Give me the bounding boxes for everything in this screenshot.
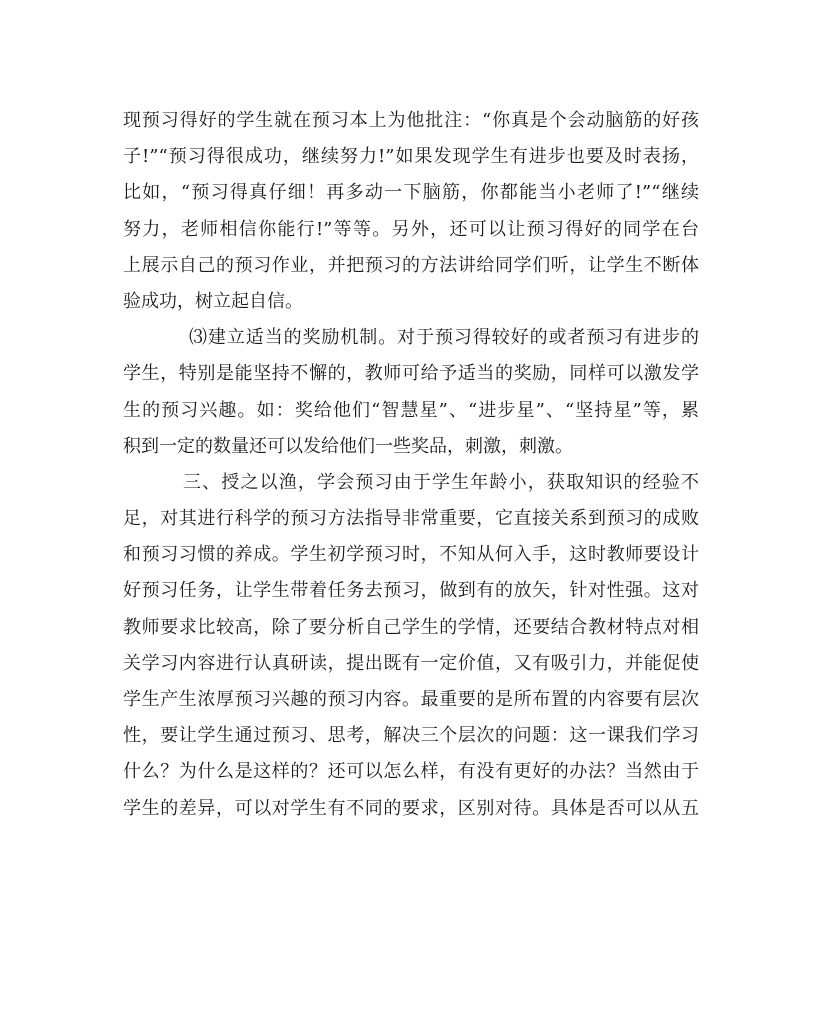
text-line: 和预习习惯的养成。学生初学预习时，不知从何入手，这时教师要设计 bbox=[123, 544, 699, 566]
text-line: 学生产生浓厚预习兴趣的预习内容。最重要的是所布置的内容要有层次 bbox=[123, 689, 699, 710]
text-line: 好预习任务，让学生带着任务去预习，做到有的放矢，针对性强。这对 bbox=[123, 580, 699, 602]
text-line: 上展示自己的预习作业，并把预习的方法讲给同学们听，让学生不断体 bbox=[123, 254, 699, 276]
text-line: 积到一定的数量还可以发给他们一些奖品，刺激，刺激。 bbox=[123, 435, 573, 457]
text-line: 比如，“预习得真仔细！再多动一下脑筋，你都能当小老师了!”“继续 bbox=[123, 182, 699, 204]
text-line: 现预习得好的学生就在预习本上为他批注：“你真是个会动脑筋的好孩 bbox=[123, 110, 699, 131]
text-line: 验成功，树立起自信。 bbox=[123, 290, 303, 312]
text-line: 努力，老师相信你能行!”等等。另外，还可以让预习得好的同学在台 bbox=[123, 218, 699, 240]
text-line: 关学习内容进行认真研读，提出既有一定价值，又有吸引力，并能促使 bbox=[123, 652, 699, 674]
paragraph-praise-feedback bbox=[123, 103, 699, 320]
text-line: 学生的差异，可以对学生有不同的要求，区别对待。具体是否可以从五 bbox=[123, 797, 699, 819]
document-body bbox=[123, 103, 699, 827]
text-line: 学生，特别是能坚持不懈的，教师可给予适当的奖励，同样可以激发学 bbox=[123, 363, 699, 385]
text-line: ⑶建立适当的奖励机制。对于预习得较好的或者预习有进步的 bbox=[189, 327, 699, 349]
text-line: 足，对其进行科学的预习方法指导非常重要，它直接关系到预习的成败 bbox=[123, 508, 699, 530]
paragraph-teaching-method bbox=[123, 465, 699, 827]
paragraph-reward-mechanism bbox=[123, 320, 699, 465]
text-line: 子!”“预习得很成功，继续努力!”如果发现学生有进步也要及时表扬， bbox=[123, 146, 699, 168]
text-line: 教师要求比较高，除了要分析自己学生的学情，还要结合教材特点对相 bbox=[123, 616, 699, 638]
section-heading-line: 三、授之以渔，学会预习由于学生年龄小，获取知识的经验不 bbox=[183, 471, 699, 493]
text-line: 生的预习兴趣。如：奖给他们“智慧星”、“进步星”、“坚持星”等，累 bbox=[123, 399, 699, 421]
text-line: 什么？为什么是这样的？还可以怎么样，有没有更好的办法？当然由于 bbox=[123, 761, 699, 783]
text-line: 性，要让学生通过预习、思考，解决三个层次的问题：这一课我们学习 bbox=[123, 725, 699, 747]
